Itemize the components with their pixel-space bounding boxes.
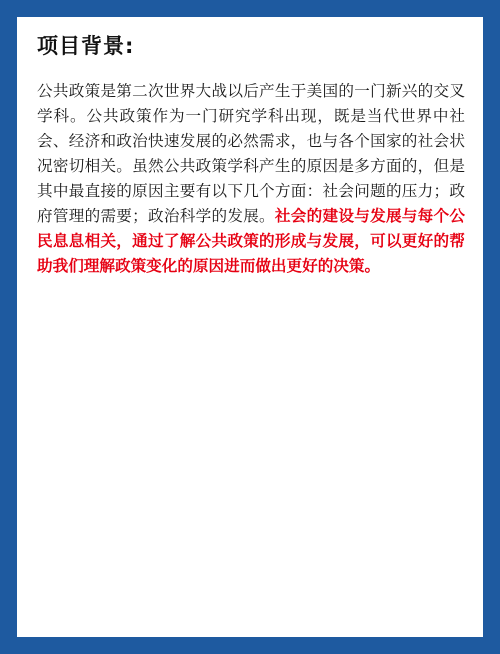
content-card — [17, 17, 483, 637]
paragraph-normal-text: 公共政策是第二次世界大战以后产生于美国的一门新兴的交叉学科。公共政策作为一门研究学科出现，既是当代世界中社会、经济和政治快速发展的必然需求，也与各个国家的社会状况密切相关。虽然公共政策学科产生的原因是多方面的，但是其中最直接的原因主要有以下几个方面：社会问题的压力；政府管理的需要；政治科学的发展。 — [37, 82, 465, 225]
background-paragraph — [37, 79, 465, 279]
paragraph-highlight-text: 社会的建设与发展与每个公民息息相关，通过了解公共政策的形成与发展，可以更好的帮助我们理解政策变化的原因进而做出更好的决策。 — [37, 207, 465, 275]
section-title: 项目背景: — [37, 34, 135, 58]
